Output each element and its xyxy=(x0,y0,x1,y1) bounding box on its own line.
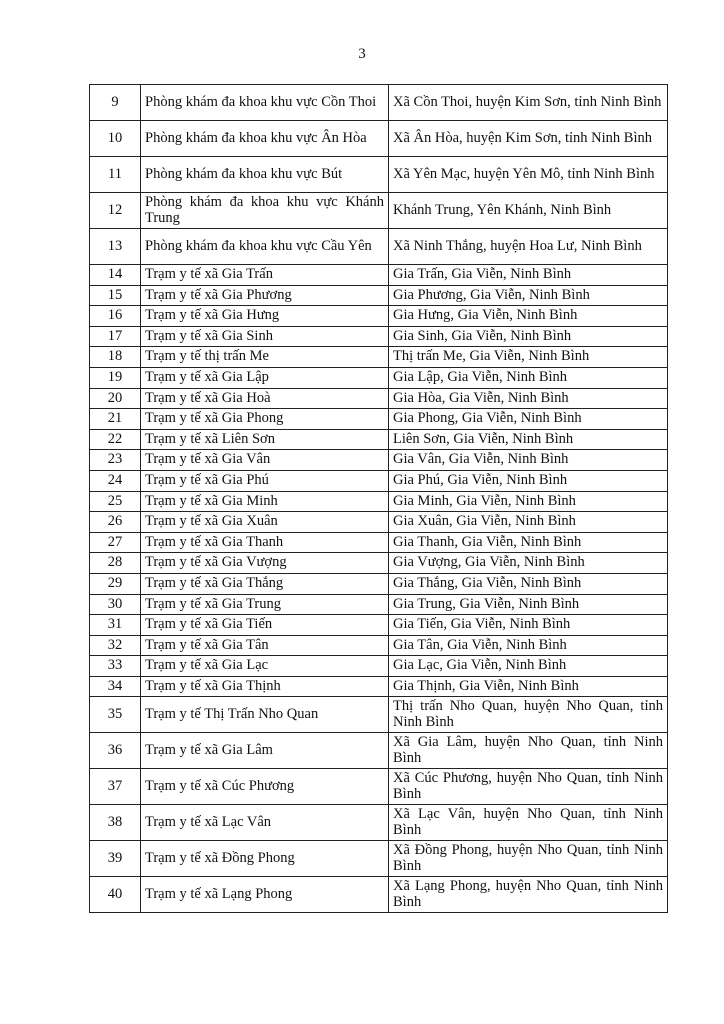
facility-name-cell: Trạm y tế xã Gia Phương xyxy=(141,285,389,306)
facility-name-cell: Phòng khám đa khoa khu vực Bút xyxy=(141,157,389,193)
facility-address-cell: Gia Phú, Gia Viễn, Ninh Bình xyxy=(389,470,668,491)
table-row xyxy=(90,285,668,306)
table-row xyxy=(90,615,668,636)
facility-name-cell: Trạm y tế xã Gia Vượng xyxy=(141,553,389,574)
table-row xyxy=(90,429,668,450)
facility-address-cell: Gia Trấn, Gia Viễn, Ninh Bình xyxy=(389,265,668,286)
facility-name-cell: Phòng khám đa khoa khu vực Khánh Trung xyxy=(141,193,389,229)
row-number-cell: 28 xyxy=(90,553,141,574)
row-number-cell: 21 xyxy=(90,409,141,430)
table-row xyxy=(90,265,668,286)
table-row xyxy=(90,532,668,553)
row-number-cell: 23 xyxy=(90,450,141,471)
table-row xyxy=(90,85,668,121)
table-row xyxy=(90,553,668,574)
row-number-cell: 36 xyxy=(90,733,141,769)
row-number-cell: 40 xyxy=(90,877,141,913)
facility-address-cell: Xã Gia Lâm, huyện Nho Quan, tỉnh Ninh Bình xyxy=(389,733,668,769)
row-number-cell: 22 xyxy=(90,429,141,450)
row-number-cell: 20 xyxy=(90,388,141,409)
facility-name-cell: Trạm y tế xã Gia Tiến xyxy=(141,615,389,636)
row-number-cell: 17 xyxy=(90,326,141,347)
facility-address-cell: Liên Sơn, Gia Viễn, Ninh Bình xyxy=(389,429,668,450)
table-row xyxy=(90,573,668,594)
facility-name-cell: Phòng khám đa khoa khu vực Ân Hòa xyxy=(141,121,389,157)
facility-address-cell: Gia Tiến, Gia Viễn, Ninh Bình xyxy=(389,615,668,636)
facility-address-cell: Gia Lạc, Gia Viễn, Ninh Bình xyxy=(389,656,668,677)
facility-address-cell: Gia Xuân, Gia Viễn, Ninh Bình xyxy=(389,512,668,533)
facility-name-cell: Trạm y tế xã Gia Phong xyxy=(141,409,389,430)
facility-address-cell: Xã Yên Mạc, huyện Yên Mô, tỉnh Ninh Bình xyxy=(389,157,668,193)
table-row xyxy=(90,367,668,388)
facility-address-cell: Xã Lạc Vân, huyện Nho Quan, tỉnh Ninh Bình xyxy=(389,805,668,841)
facility-address-cell: Gia Tân, Gia Viễn, Ninh Bình xyxy=(389,635,668,656)
facility-name-cell: Phòng khám đa khoa khu vực Cầu Yên xyxy=(141,229,389,265)
table-row xyxy=(90,676,668,697)
row-number-cell: 18 xyxy=(90,347,141,368)
row-number-cell: 14 xyxy=(90,265,141,286)
facility-name-cell: Trạm y tế xã Gia Phú xyxy=(141,470,389,491)
table-row xyxy=(90,193,668,229)
facility-name-cell: Trạm y tế xã Gia Hoà xyxy=(141,388,389,409)
row-number-cell: 19 xyxy=(90,367,141,388)
table-row xyxy=(90,656,668,677)
row-number-cell: 10 xyxy=(90,121,141,157)
table-row xyxy=(90,229,668,265)
table-row xyxy=(90,306,668,327)
row-number-cell: 32 xyxy=(90,635,141,656)
facility-name-cell: Trạm y tế xã Đồng Phong xyxy=(141,841,389,877)
row-number-cell: 24 xyxy=(90,470,141,491)
facility-name-cell: Trạm y tế xã Lạc Vân xyxy=(141,805,389,841)
row-number-cell: 30 xyxy=(90,594,141,615)
row-number-cell: 15 xyxy=(90,285,141,306)
table-row xyxy=(90,157,668,193)
facility-address-cell: Gia Sinh, Gia Viễn, Ninh Bình xyxy=(389,326,668,347)
table-row xyxy=(90,326,668,347)
facility-name-cell: Trạm y tế xã Gia Xuân xyxy=(141,512,389,533)
row-number-cell: 34 xyxy=(90,676,141,697)
row-number-cell: 38 xyxy=(90,805,141,841)
facility-table xyxy=(89,84,668,913)
row-number-cell: 35 xyxy=(90,697,141,733)
row-number-cell: 37 xyxy=(90,769,141,805)
facility-name-cell: Trạm y tế xã Gia Lâm xyxy=(141,733,389,769)
facility-address-cell: Khánh Trung, Yên Khánh, Ninh Bình xyxy=(389,193,668,229)
row-number-cell: 26 xyxy=(90,512,141,533)
table-row xyxy=(90,491,668,512)
facility-address-cell: Gia Thịnh, Gia Viễn, Ninh Bình xyxy=(389,676,668,697)
row-number-cell: 39 xyxy=(90,841,141,877)
table-row xyxy=(90,805,668,841)
table-row xyxy=(90,470,668,491)
row-number-cell: 33 xyxy=(90,656,141,677)
facility-address-cell: Gia Thanh, Gia Viễn, Ninh Bình xyxy=(389,532,668,553)
table-row xyxy=(90,635,668,656)
row-number-cell: 27 xyxy=(90,532,141,553)
facility-address-cell: Gia Phương, Gia Viễn, Ninh Bình xyxy=(389,285,668,306)
facility-address-cell: Gia Vượng, Gia Viễn, Ninh Bình xyxy=(389,553,668,574)
facility-name-cell: Trạm y tế xã Liên Sơn xyxy=(141,429,389,450)
facility-address-cell: Gia Vân, Gia Viễn, Ninh Bình xyxy=(389,450,668,471)
facility-name-cell: Trạm y tế xã Gia Thịnh xyxy=(141,676,389,697)
facility-address-cell: Thị trấn Nho Quan, huyện Nho Quan, tỉnh Ninh Bình xyxy=(389,697,668,733)
facility-name-cell: Trạm y tế xã Lạng Phong xyxy=(141,877,389,913)
row-number-cell: 31 xyxy=(90,615,141,636)
table-row xyxy=(90,512,668,533)
row-number-cell: 29 xyxy=(90,573,141,594)
facility-name-cell: Trạm y tế xã Gia Trấn xyxy=(141,265,389,286)
facility-name-cell: Trạm y tế xã Cúc Phương xyxy=(141,769,389,805)
table-row xyxy=(90,347,668,368)
page-number: 3 xyxy=(358,46,366,62)
row-number-cell: 9 xyxy=(90,85,141,121)
facility-name-cell: Trạm y tế xã Gia Lạc xyxy=(141,656,389,677)
table-row xyxy=(90,121,668,157)
facility-address-cell: Thị trấn Me, Gia Viễn, Ninh Bình xyxy=(389,347,668,368)
facility-name-cell: Trạm y tế xã Gia Lập xyxy=(141,367,389,388)
facility-name-cell: Trạm y tế Thị Trấn Nho Quan xyxy=(141,697,389,733)
row-number-cell: 11 xyxy=(90,157,141,193)
table-row xyxy=(90,594,668,615)
facility-name-cell: Trạm y tế xã Gia Trung xyxy=(141,594,389,615)
table-row xyxy=(90,450,668,471)
facility-address-cell: Xã Ninh Thắng, huyện Hoa Lư, Ninh Bình xyxy=(389,229,668,265)
facility-address-cell: Xã Cồn Thoi, huyện Kim Sơn, tỉnh Ninh Bình xyxy=(389,85,668,121)
facility-address-cell: Xã Đồng Phong, huyện Nho Quan, tỉnh Ninh Bình xyxy=(389,841,668,877)
table-row xyxy=(90,841,668,877)
row-number-cell: 12 xyxy=(90,193,141,229)
table-row xyxy=(90,733,668,769)
facility-address-cell: Gia Phong, Gia Viễn, Ninh Bình xyxy=(389,409,668,430)
row-number-cell: 25 xyxy=(90,491,141,512)
facility-name-cell: Phòng khám đa khoa khu vực Cồn Thoi xyxy=(141,85,389,121)
table-row xyxy=(90,877,668,913)
facility-name-cell: Trạm y tế xã Gia Tân xyxy=(141,635,389,656)
facility-address-cell: Xã Lạng Phong, huyện Nho Quan, tỉnh Ninh Bình xyxy=(389,877,668,913)
facility-name-cell: Trạm y tế xã Gia Minh xyxy=(141,491,389,512)
facility-name-cell: Trạm y tế xã Gia Thắng xyxy=(141,573,389,594)
facility-name-cell: Trạm y tế xã Gia Hưng xyxy=(141,306,389,327)
row-number-cell: 13 xyxy=(90,229,141,265)
facility-address-cell: Gia Thắng, Gia Viễn, Ninh Bình xyxy=(389,573,668,594)
facility-address-cell: Gia Hưng, Gia Viễn, Ninh Bình xyxy=(389,306,668,327)
facility-address-cell: Xã Ân Hòa, huyện Kim Sơn, tỉnh Ninh Bình xyxy=(389,121,668,157)
facility-name-cell: Trạm y tế xã Gia Vân xyxy=(141,450,389,471)
table-row xyxy=(90,697,668,733)
facility-name-cell: Trạm y tế thị trấn Me xyxy=(141,347,389,368)
facility-address-cell: Gia Trung, Gia Viễn, Ninh Bình xyxy=(389,594,668,615)
facility-address-cell: Gia Hòa, Gia Viễn, Ninh Bình xyxy=(389,388,668,409)
facility-name-cell: Trạm y tế xã Gia Thanh xyxy=(141,532,389,553)
facility-address-cell: Gia Minh, Gia Viễn, Ninh Bình xyxy=(389,491,668,512)
facility-address-cell: Gia Lập, Gia Viễn, Ninh Bình xyxy=(389,367,668,388)
facility-address-cell: Xã Cúc Phương, huyện Nho Quan, tỉnh Ninh Bình xyxy=(389,769,668,805)
table-row xyxy=(90,409,668,430)
table-row xyxy=(90,769,668,805)
table-body xyxy=(90,85,668,913)
facility-name-cell: Trạm y tế xã Gia Sinh xyxy=(141,326,389,347)
row-number-cell: 16 xyxy=(90,306,141,327)
table-row xyxy=(90,388,668,409)
